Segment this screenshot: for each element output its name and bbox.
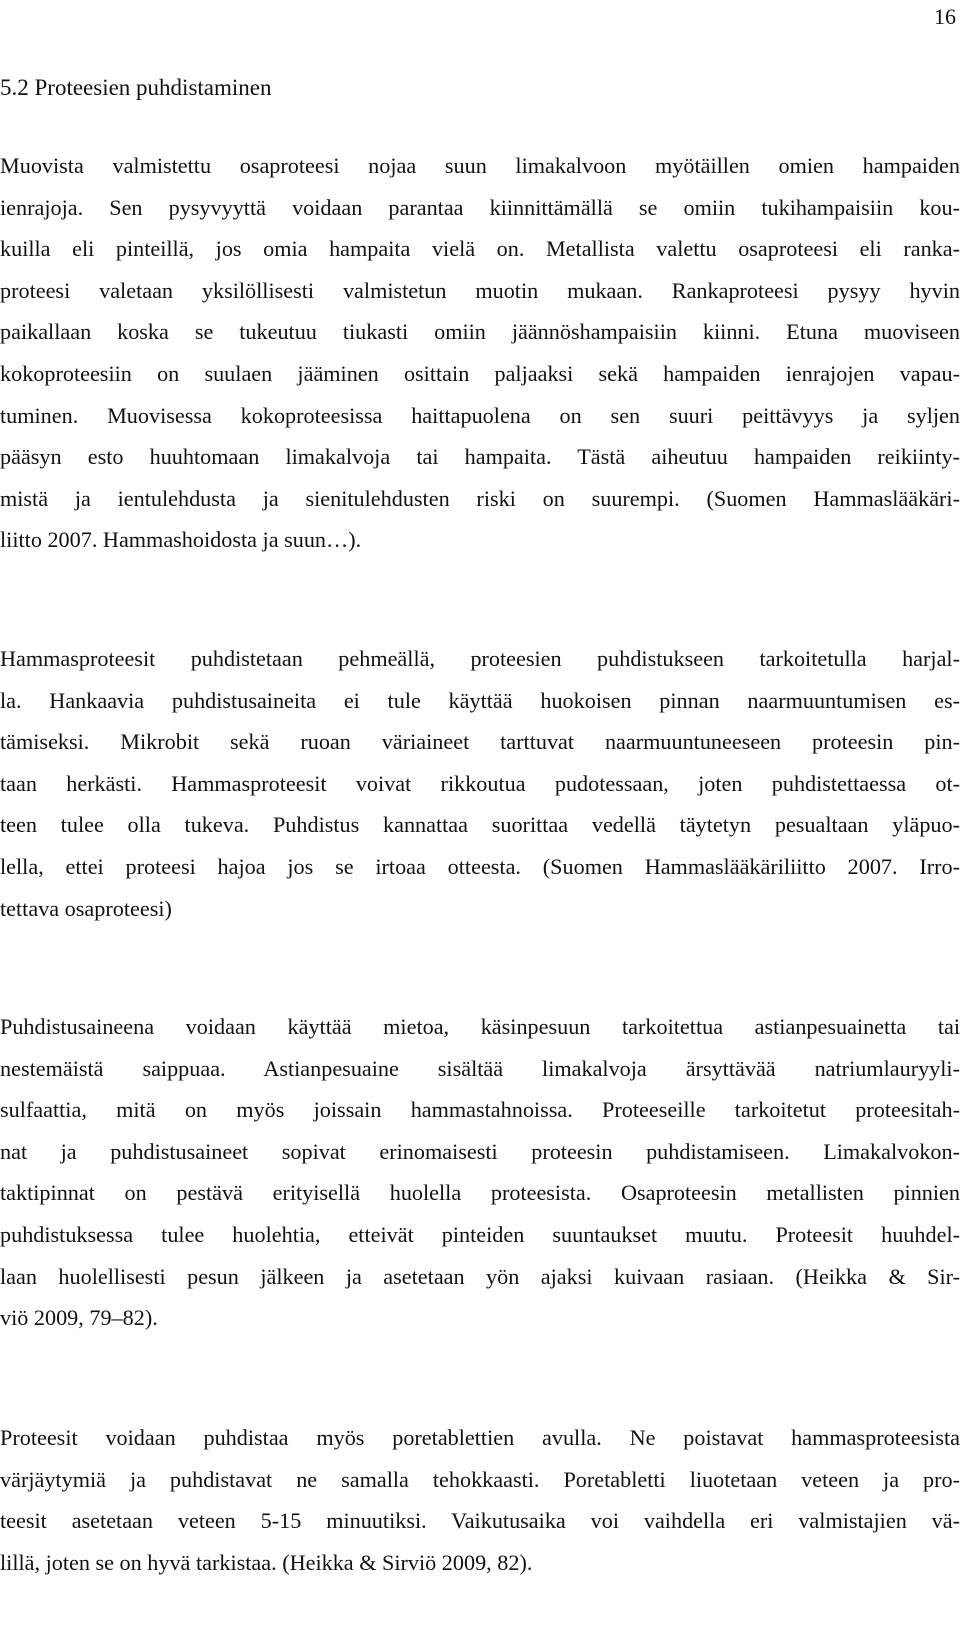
page-number: 16: [934, 4, 956, 29]
text-line: liitto 2007. Hammashoidosta ja suun…).: [0, 527, 362, 553]
text-line: kuilla eli pinteillä, jos omia hampaita vielä on. Metallista valettu osaproteesi eli ranka-: [0, 236, 960, 262]
text-line: värjäytymiä ja puhdistavat ne samalla tehokkaasti. Poretabletti liuotetaan veteen ja pro-: [0, 1466, 960, 1492]
text-line: ienrajoja. Sen pysyvyyttä voidaan parantaa kiinnittämällä se omiin tukihampaisiin kou-: [0, 194, 960, 220]
text-line: Muovista valmistettu osaproteesi nojaa suun limakalvoon myötäillen omien hampaiden: [0, 153, 960, 178]
text-line: la. Hankaavia puhdistusaineita ei tule käyttää huokoisen pinnan naarmuuntumisen es-: [0, 687, 960, 713]
text-line: teen tulee olla tukeva. Puhdistus kannattaa suorittaa vedellä täytetyn pesualtaan yläpuo-: [0, 812, 960, 838]
text-line: laan huolellisesti pesun jälkeen ja asetetaan yön ajaksi kuivaan rasiaan. (Heikka & Sir-: [0, 1263, 960, 1289]
text-line: paikallaan koska se tukeutuu tiukasti omiin jäännöshampaisiin kiinni. Etuna muoviseen: [0, 319, 960, 345]
text-line: Puhdistusaineena voidaan käyttää mietoa, käsinpesuun tarkoitettua astianpesuainetta tai: [0, 1014, 960, 1039]
text-line: proteesi valetaan yksilöllisesti valmistetun muotin mukaan. Rankaproteesi pysyy hyvin: [0, 277, 960, 303]
paragraph-4: [0, 1424, 960, 1590]
text-line: Proteesit voidaan puhdistaa myös poretablettien avulla. Ne poistavat hammasproteesista: [0, 1425, 960, 1450]
text-line: tuminen. Muovisessa kokoproteesissa haittapuolena on sen suuri peittävyys ja syljen: [0, 402, 960, 428]
text-line: Hammasproteesit puhdistetaan pehmeällä, proteesien puhdistukseen tarkoitetulla harjal-: [0, 646, 960, 671]
text-line: kokoproteesiin on suulaen jääminen osittain paljaaksi sekä hampaiden ienrajojen vapau-: [0, 360, 960, 386]
text-line: taktipinnat on pestävä erityisellä huolella proteesista. Osaproteesin metallisten pinnien: [0, 1180, 960, 1206]
text-line: pääsyn esto huuhtomaan limakalvoja tai hampaita. Tästä aiheutuu hampaiden reikiinty-: [0, 444, 960, 470]
paragraph-2: [0, 645, 960, 936]
section-heading: 5.2 Proteesien puhdistaminen: [0, 75, 272, 100]
text-line: lillä, joten se on hyvä tarkistaa. (Heikka & Sirviö 2009, 82).: [0, 1549, 533, 1575]
text-line: nestemäistä saippuaa. Astianpesuaine sisältää limakalvoja ärsyttävää natriumlauryyli-: [0, 1055, 960, 1081]
text-line: taan herkästi. Hammasproteesit voivat rikkoutua pudotessaan, joten puhdistettaessa ot-: [0, 770, 960, 796]
text-line: tettava osaproteesi): [0, 895, 172, 921]
text-line: puhdistuksessa tulee huolehtia, etteivät pinteiden suuntaukset muutu. Proteesit huuhdel-: [0, 1221, 960, 1247]
paragraph-3: [0, 1013, 960, 1346]
text-line: tämiseksi. Mikrobit sekä ruoan väriaineet tarttuvat naarmuuntuneeseen proteesin pin-: [0, 729, 960, 755]
text-line: mistä ja ientulehdusta ja sienitulehdusten riski on suurempi. (Suomen Hammaslääkäri-: [0, 485, 960, 511]
text-line: teesit asetetaan veteen 5-15 minuutiksi. Vaikutusaika voi vaihdella eri valmistajien vä-: [0, 1508, 960, 1534]
text-line: nat ja puhdistusaineet sopivat erinomaisesti proteesin puhdistamiseen. Limakalvokon-: [0, 1138, 960, 1164]
text-line: viö 2009, 79–82).: [0, 1305, 158, 1331]
text-line: sulfaattia, mitä on myös joissain hammastahnoissa. Proteeseille tarkoitetut proteesitah-: [0, 1097, 960, 1123]
text-line: lella, ettei proteesi hajoa jos se irtoaa otteesta. (Suomen Hammaslääkäriliitto 2007. Irro-: [0, 853, 960, 879]
paragraph-1: [0, 152, 960, 568]
